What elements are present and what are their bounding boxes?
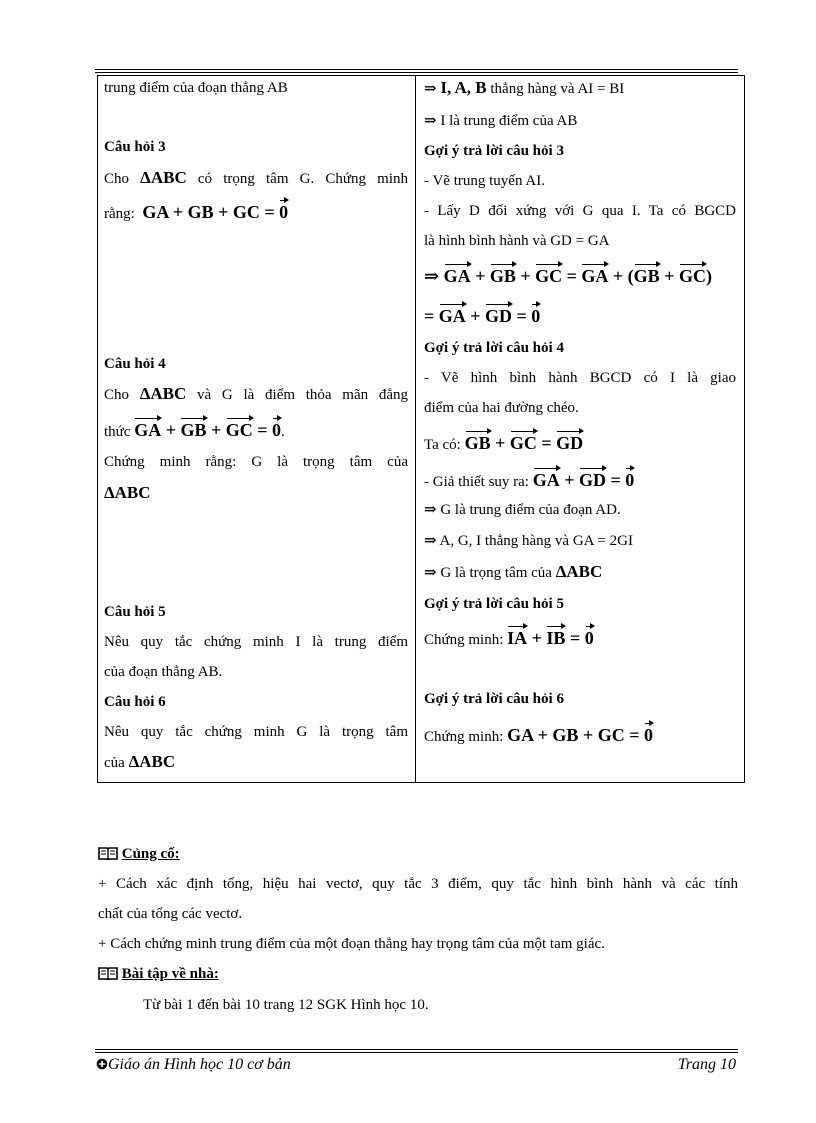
footer-rule-bottom (95, 1052, 738, 1053)
table-column-divider (415, 75, 416, 783)
answer-3-equation-1: ⇒ GA + GB + GC = GA + (GB + GC) (424, 266, 712, 286)
triangle-abc-label: ΔABC (139, 384, 187, 403)
answer-3-line-2: - Lấy D đối xứng với G qua I. Ta có BGCD (424, 203, 736, 219)
consolidation-heading: Củng cố: (98, 844, 180, 866)
book-icon (98, 846, 118, 866)
question-4-line-1: Cho ΔABC và G là điểm thỏa mãn đẳng (104, 384, 409, 403)
answer-4-line-1: - Vẽ hình bình hành BGCD có I là giao (424, 370, 736, 386)
implies-icon: ⇒ (424, 533, 437, 549)
answer-4-title: Gợi ý trả lời câu hỏi 4 (424, 340, 564, 356)
triangle-abc-label: ΔABC (140, 168, 187, 187)
question-4-line-3: Chứng minh rằng: G là trọng tâm của (104, 454, 408, 470)
answer-3-title: Gợi ý trả lời câu hỏi 3 (424, 143, 564, 159)
question-5-line-2: của đoạn thẳng AB. (104, 664, 223, 680)
consolidation-line-2: chất của tổng các vectơ. (98, 906, 243, 922)
header-rule-bottom (95, 72, 738, 73)
answer-3-equation-2: = GA + GD = 0 (424, 306, 541, 326)
header-rule-top (95, 69, 738, 70)
answer-4-line-6: ⇒ A, G, I thẳng hàng và GA = 2GI (424, 533, 633, 549)
footer-title: Giáo án Hình học 10 cơ bản (96, 1056, 291, 1075)
answer-3-line-3: là hình bình hành và GD = GA (424, 233, 610, 249)
footer-page-number: Trang 10 (677, 1056, 736, 1073)
question-3-title: Câu hỏi 3 (104, 139, 166, 155)
answer-6-title: Gợi ý trả lời câu hỏi 6 (424, 691, 564, 707)
answer-4-line-4: - Giả thiết suy ra: GA + GD = 0 (424, 470, 635, 490)
answer-5-line-1: Chứng minh: IA + IB = 0 (424, 628, 594, 648)
book-icon (98, 966, 118, 986)
implies-icon: ⇒ (424, 81, 437, 97)
question-6-line-2: của ΔABC (104, 752, 176, 771)
answer-6-line-1: Chứng minh: GA + GB + GC = 0 (424, 725, 653, 745)
answer-5-title: Gợi ý trả lời câu hỏi 5 (424, 596, 564, 612)
consolidation-line-1: + Cách xác định tổng, hiệu hai vectơ, quy tắc 3 điểm, quy tắc hình bình hành và các tính (98, 876, 738, 892)
question-6-line-1: Nêu quy tắc chứng minh G là trọng tâm (104, 724, 408, 740)
answer-4-line-2: điểm của hai đường chéo. (424, 400, 579, 416)
homework-line-1: Từ bài 1 đến bài 10 trang 12 SGK Hình học 10. (143, 997, 429, 1013)
triangle-abc-label: ΔABC (128, 752, 176, 771)
question-5-line-1: Nêu quy tắc chứng minh I là trung điểm (104, 634, 408, 650)
question-4-title: Câu hỏi 4 (104, 356, 166, 372)
question-4-line-4: ΔABC (104, 483, 151, 502)
consolidation-line-3: + Cách chứng minh trung điểm của một đoạn thẳng hay trọng tâm của một tam giác. (98, 936, 605, 952)
footer-rule-top (95, 1049, 738, 1050)
right-line-1: ⇒ I, A, B thẳng hàng và AI = BI (424, 78, 625, 97)
question-4-line-2: thức GA + GB + GC = 0. (104, 420, 285, 440)
right-line-2: ⇒ I là trung điểm của AB (424, 113, 578, 129)
implies-icon: ⇒ (424, 565, 437, 581)
left-line-1: trung điểm của đoạn thẳng AB (104, 80, 288, 96)
circle-plus-icon (96, 1057, 108, 1075)
homework-heading: Bài tập về nhà: (98, 964, 219, 986)
implies-icon: ⇒ (424, 502, 437, 518)
implies-icon: ⇒ (424, 113, 437, 129)
implies-icon: ⇒ (424, 266, 440, 286)
triangle-abc-label: ΔABC (555, 562, 603, 581)
question-3-line-1: Cho ΔABC có trọng tâm G. Chứng minh (104, 168, 409, 187)
question-6-title: Câu hỏi 6 (104, 694, 166, 710)
question-5-title: Câu hỏi 5 (104, 604, 166, 620)
question-3-line-2: rằng: GA + GB + GC = 0 (104, 202, 289, 222)
answer-4-line-7: ⇒ G là trọng tâm của ΔABC (424, 562, 603, 581)
answer-4-line-3: Ta có: GB + GC = GD (424, 433, 584, 453)
answer-4-line-5: ⇒ G là trung điểm của đoạn AD. (424, 502, 621, 518)
answer-3-line-1: - Vẽ trung tuyến AI. (424, 173, 545, 189)
